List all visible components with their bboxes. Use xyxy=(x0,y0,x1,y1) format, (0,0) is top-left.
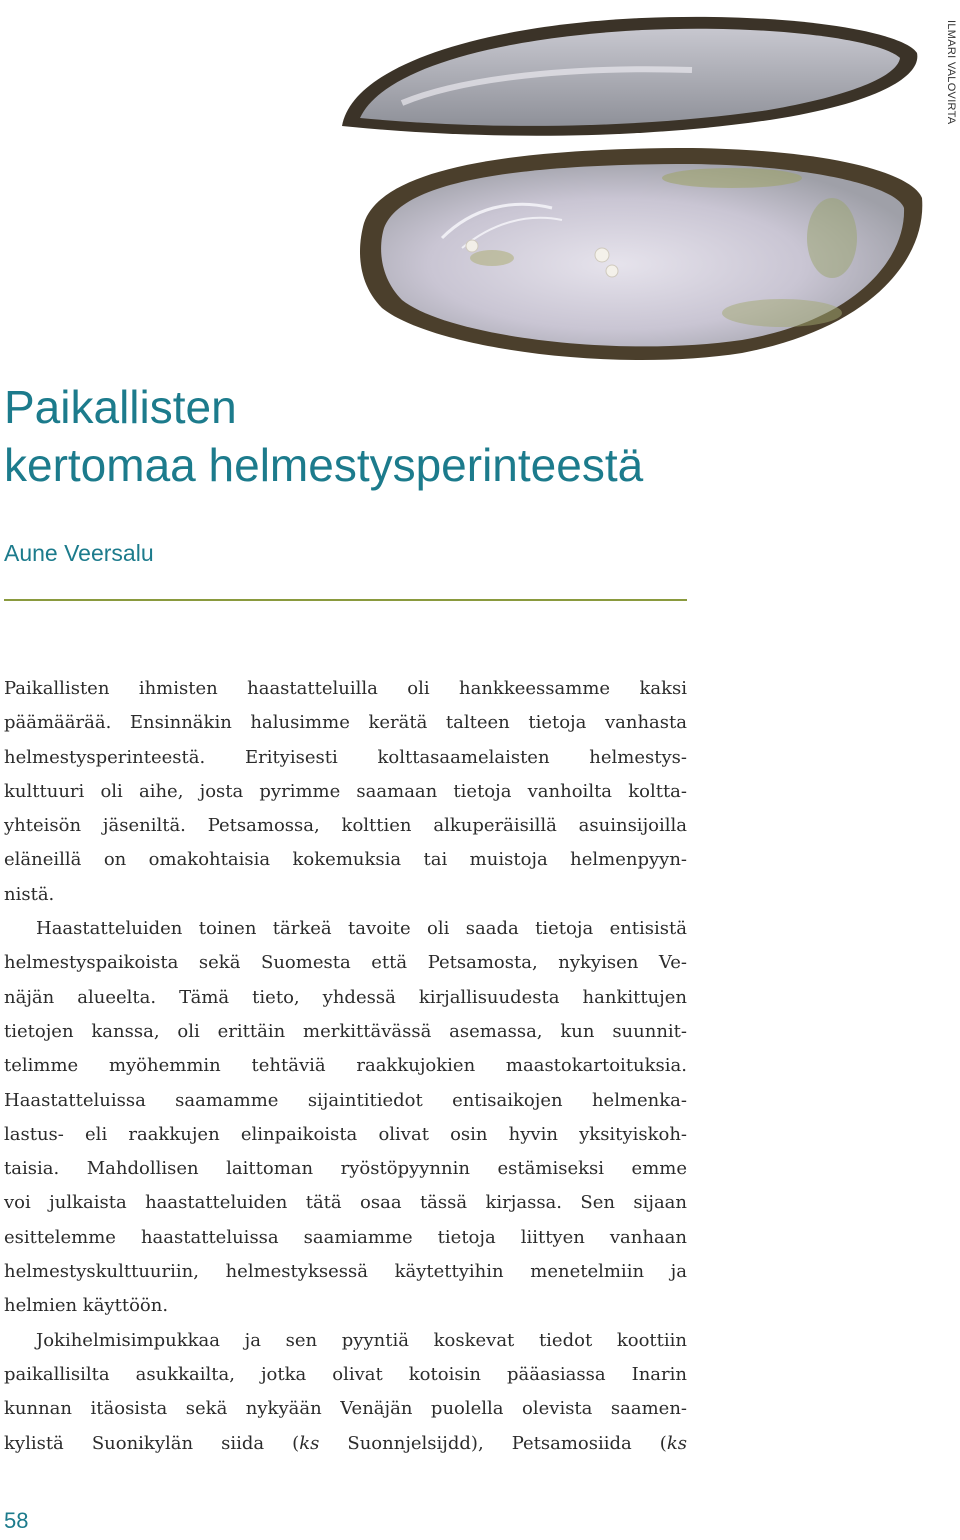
text-line: lastus- eli raakkujen elinpaikoista olivat osin hyvin yksityiskoh- xyxy=(4,1123,687,1145)
text-line: paikallisilta asukkailta, jotka olivat kotoisin pääasiassa Inarin xyxy=(4,1363,687,1385)
title-line: Paikallisten xyxy=(4,381,237,433)
author-name: Aune Veersalu xyxy=(4,540,154,566)
text-line: Haastatteluiden toinen tärkeä tavoite oli saada tietoja entisistä xyxy=(36,918,687,940)
text-run: Suonnjelsijdd), Petsamosiida ( xyxy=(319,1432,667,1454)
text-line xyxy=(4,1427,687,1461)
italic-abbrev: ks xyxy=(666,1432,687,1454)
text-line: Haastatteluissa saamamme sijaintitiedot entisaikojen helmenka- xyxy=(4,1089,687,1111)
title-line: kertomaa helmestysperinteestä xyxy=(4,439,644,491)
text-line: helmien käyttöön. xyxy=(4,1295,169,1317)
paragraph xyxy=(4,912,687,1324)
mussel-shell-illustration xyxy=(312,8,928,363)
mussel-photo xyxy=(312,8,928,363)
text-line: tietojen kanssa, oli erittäin merkittävässä asemassa, kun suunnit- xyxy=(4,1020,687,1042)
text-line: eläneillä on omakohtaisia kokemuksia tai muistoja helmenpyyn- xyxy=(4,849,687,871)
text-line: telimme myöhemmin tehtäviä raakkujokien maastokartoituksia. xyxy=(4,1055,687,1077)
text-line: päämäärää. Ensinnäkin halusimme kerätä talteen tietoja vanhasta xyxy=(4,712,687,734)
text-line: yhteisön jäseniltä. Petsamossa, kolttien alkuperäisillä asuinsijoilla xyxy=(4,815,687,837)
text-line: Paikallisten ihmisten haastatteluilla oli hankkeessamme kaksi xyxy=(4,678,687,699)
title-divider xyxy=(4,599,687,601)
text-line: kulttuuri oli aihe, josta pyrimme saamaan tietoja vanhoilta koltta- xyxy=(4,780,687,802)
text-line: taisia. Mahdollisen laittoman ryöstöpyynnin estämiseksi emme xyxy=(4,1158,687,1180)
text-line: näjän alueelta. Tämä tieto, yhdessä kirjallisuudesta hankittujen xyxy=(4,986,687,1008)
photo-credit: ILMARI VALOVIRTA xyxy=(945,20,957,125)
text-line: helmestyskulttuuriin, helmestyksessä käytettyihin menetelmiin ja xyxy=(4,1261,687,1283)
paragraph xyxy=(4,1324,687,1461)
paragraph xyxy=(4,672,687,912)
text-line: kunnan itäosista sekä nykyään Venäjän puolella olevista saamen- xyxy=(4,1398,687,1420)
text-line: Jokihelmisimpukkaa ja sen pyyntiä koskevat tiedot koottiin xyxy=(36,1329,687,1351)
text-line: helmestysperinteestä. Erityisesti kolttasaamelaisten helmestys- xyxy=(4,746,687,768)
italic-abbrev: ks xyxy=(299,1432,320,1454)
text-line: voi julkaista haastatteluiden tätä osaa tässä kirjassa. Sen sijaan xyxy=(4,1192,687,1214)
page-number: 58 xyxy=(4,1508,29,1533)
text-run: kylistä Suonikylän siida ( xyxy=(4,1432,300,1454)
text-line: esittelemme haastatteluissa saamiamme tietoja liittyen vanhaan xyxy=(4,1226,687,1248)
text-line: helmestyspaikoista sekä Suomesta että Petsamosta, nykyisen Ve- xyxy=(4,952,687,974)
article-title xyxy=(4,378,643,494)
article-body xyxy=(4,672,687,1461)
text-line: nistä. xyxy=(4,883,55,905)
